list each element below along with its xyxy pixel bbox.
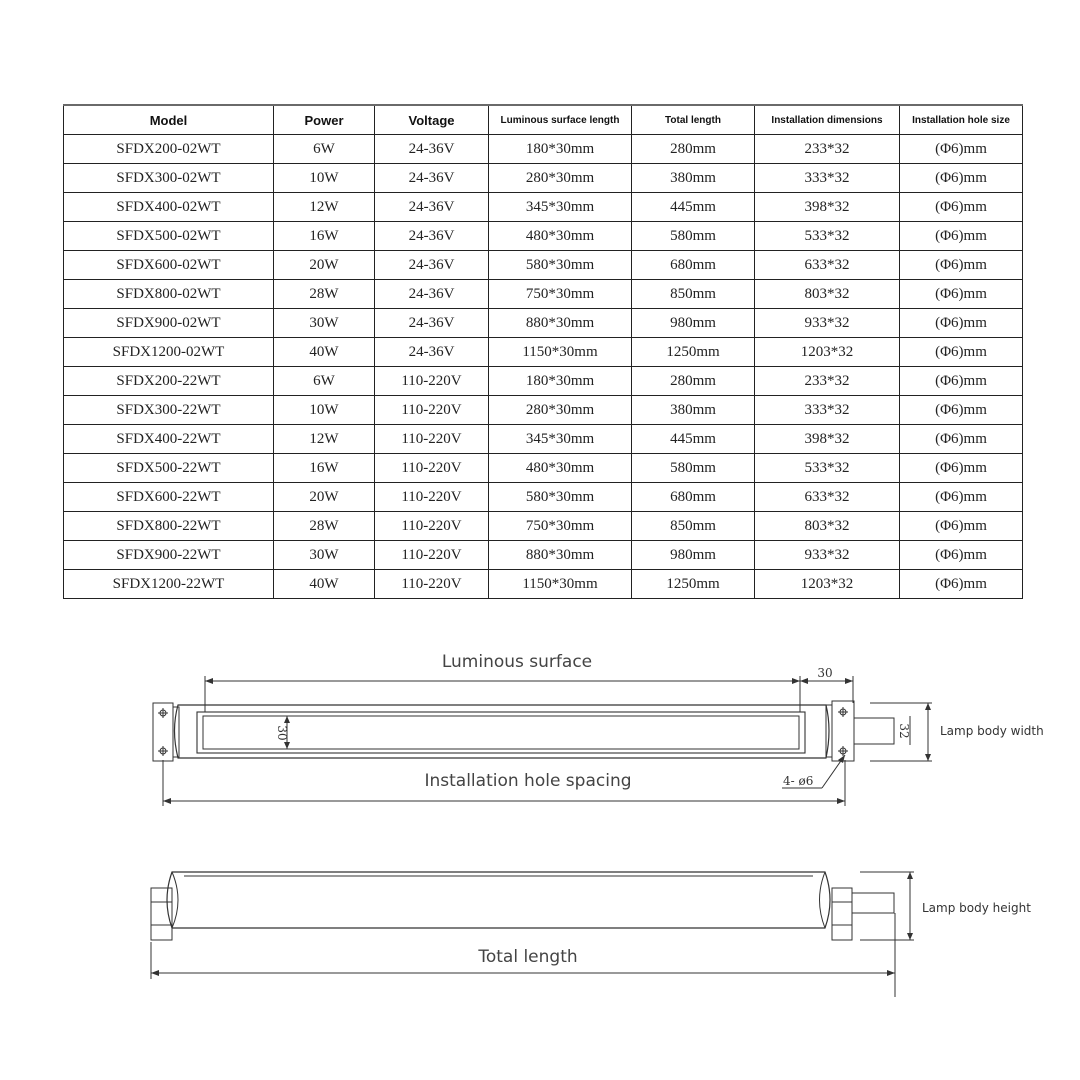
cell-installation-dimensions: 803*32 (755, 512, 900, 541)
arrowheads (151, 678, 931, 976)
cell-luminous-surface-length: 1150*30mm (489, 570, 632, 599)
cell-voltage: 110-220V (375, 454, 489, 483)
header-installation-dimensions: Installation dimensions (755, 105, 900, 135)
cell-installation-hole-size: (Φ6)mm (900, 541, 1023, 570)
cell-luminous-surface-length: 750*30mm (489, 512, 632, 541)
cell-luminous-surface-length: 880*30mm (489, 309, 632, 338)
cell-luminous-surface-length: 345*30mm (489, 425, 632, 454)
cell-installation-dimensions: 333*32 (755, 164, 900, 193)
cell-total-length: 380mm (632, 164, 755, 193)
cell-installation-dimensions: 398*32 (755, 425, 900, 454)
cell-total-length: 1250mm (632, 570, 755, 599)
cell-total-length: 580mm (632, 222, 755, 251)
cell-total-length: 850mm (632, 512, 755, 541)
cell-power: 28W (274, 280, 375, 309)
cell-model: SFDX600-02WT (64, 251, 274, 280)
cell-luminous-surface-length: 580*30mm (489, 251, 632, 280)
cell-model: SFDX300-02WT (64, 164, 274, 193)
hole-callout: 4- ø6 (783, 774, 814, 788)
cell-installation-hole-size: (Φ6)mm (900, 251, 1023, 280)
cell-voltage: 24-36V (375, 222, 489, 251)
cell-installation-dimensions: 233*32 (755, 135, 900, 164)
cell-power: 16W (274, 454, 375, 483)
cell-voltage: 24-36V (375, 309, 489, 338)
cell-power: 30W (274, 541, 375, 570)
cell-voltage: 24-36V (375, 338, 489, 367)
cell-installation-hole-size: (Φ6)mm (900, 570, 1023, 599)
lamp-body-height-label: Lamp body height (922, 901, 1031, 915)
luminous-surface-label: Luminous surface (441, 652, 593, 672)
cell-installation-dimensions: 633*32 (755, 483, 900, 512)
header-total-length: Total length (632, 105, 755, 135)
cell-model: SFDX1200-22WT (64, 570, 274, 599)
cell-power: 12W (274, 193, 375, 222)
lamp-body-width-label: Lamp body width (940, 724, 1044, 738)
cell-total-length: 1250mm (632, 338, 755, 367)
cell-total-length: 680mm (632, 483, 755, 512)
cell-installation-dimensions: 633*32 (755, 251, 900, 280)
cell-power: 30W (274, 309, 375, 338)
cell-luminous-surface-length: 180*30mm (489, 135, 632, 164)
cell-installation-hole-size: (Φ6)mm (900, 367, 1023, 396)
dim-30-side: 30 (275, 725, 289, 741)
dim-30-top: 30 (817, 666, 833, 680)
dim-32: 32 (897, 723, 911, 739)
cell-power: 28W (274, 512, 375, 541)
cell-installation-dimensions: 933*32 (755, 541, 900, 570)
cell-total-length: 280mm (632, 367, 755, 396)
cell-power: 20W (274, 483, 375, 512)
cell-installation-hole-size: (Φ6)mm (900, 135, 1023, 164)
cell-installation-dimensions: 533*32 (755, 222, 900, 251)
cell-power: 10W (274, 396, 375, 425)
cell-installation-dimensions: 1203*32 (755, 570, 900, 599)
cell-voltage: 110-220V (375, 512, 489, 541)
cell-total-length: 680mm (632, 251, 755, 280)
cell-model: SFDX200-02WT (64, 135, 274, 164)
top-view-lamp-body (175, 705, 830, 758)
cell-model: SFDX800-22WT (64, 512, 274, 541)
cell-installation-dimensions: 803*32 (755, 280, 900, 309)
cell-voltage: 24-36V (375, 135, 489, 164)
cell-model: SFDX400-02WT (64, 193, 274, 222)
cell-power: 40W (274, 570, 375, 599)
cell-power: 10W (274, 164, 375, 193)
header-power: Power (274, 105, 375, 135)
cell-luminous-surface-length: 280*30mm (489, 396, 632, 425)
cell-power: 6W (274, 367, 375, 396)
header-installation-hole-size: Installation hole size (900, 105, 1023, 135)
cell-voltage: 110-220V (375, 483, 489, 512)
installation-hole-spacing-label: Installation hole spacing (424, 771, 632, 791)
cell-model: SFDX500-02WT (64, 222, 274, 251)
cell-luminous-surface-length: 280*30mm (489, 164, 632, 193)
cell-power: 40W (274, 338, 375, 367)
cell-installation-hole-size: (Φ6)mm (900, 338, 1023, 367)
cell-luminous-surface-length: 345*30mm (489, 193, 632, 222)
cell-installation-dimensions: 533*32 (755, 454, 900, 483)
cell-model: SFDX900-22WT (64, 541, 274, 570)
cell-model: SFDX900-02WT (64, 309, 274, 338)
cell-luminous-surface-length: 1150*30mm (489, 338, 632, 367)
right-end-cap (832, 888, 894, 940)
cell-luminous-surface-length: 580*30mm (489, 483, 632, 512)
cell-total-length: 280mm (632, 135, 755, 164)
cell-total-length: 850mm (632, 280, 755, 309)
cell-voltage: 24-36V (375, 193, 489, 222)
cell-total-length: 445mm (632, 425, 755, 454)
cell-voltage: 24-36V (375, 251, 489, 280)
cell-installation-dimensions: 1203*32 (755, 338, 900, 367)
right-mounting-bracket (826, 701, 894, 761)
cell-power: 12W (274, 425, 375, 454)
cell-model: SFDX800-02WT (64, 280, 274, 309)
header-voltage: Voltage (375, 105, 489, 135)
cell-luminous-surface-length: 480*30mm (489, 222, 632, 251)
cell-luminous-surface-length: 180*30mm (489, 367, 632, 396)
cell-installation-hole-size: (Φ6)mm (900, 309, 1023, 338)
cell-total-length: 980mm (632, 541, 755, 570)
cell-total-length: 580mm (632, 454, 755, 483)
header-model: Model (64, 105, 274, 135)
cell-total-length: 980mm (632, 309, 755, 338)
cell-total-length: 445mm (632, 193, 755, 222)
cell-luminous-surface-length: 880*30mm (489, 541, 632, 570)
cell-installation-dimensions: 333*32 (755, 396, 900, 425)
cell-model: SFDX300-22WT (64, 396, 274, 425)
cell-installation-hole-size: (Φ6)mm (900, 193, 1023, 222)
cell-installation-hole-size: (Φ6)mm (900, 396, 1023, 425)
cell-installation-hole-size: (Φ6)mm (900, 454, 1023, 483)
cell-voltage: 110-220V (375, 367, 489, 396)
side-view-dimension-lines (151, 872, 914, 997)
cell-voltage: 110-220V (375, 425, 489, 454)
header-luminous-surface-length: Luminous surface length (489, 105, 632, 135)
cell-power: 20W (274, 251, 375, 280)
total-length-label: Total length (478, 947, 578, 967)
cell-luminous-surface-length: 480*30mm (489, 454, 632, 483)
cell-voltage: 110-220V (375, 570, 489, 599)
cell-voltage: 24-36V (375, 164, 489, 193)
cell-model: SFDX400-22WT (64, 425, 274, 454)
cell-voltage: 110-220V (375, 541, 489, 570)
cell-installation-hole-size: (Φ6)mm (900, 512, 1023, 541)
cell-installation-hole-size: (Φ6)mm (900, 280, 1023, 309)
cell-model: SFDX500-22WT (64, 454, 274, 483)
cell-total-length: 380mm (632, 396, 755, 425)
cell-voltage: 24-36V (375, 280, 489, 309)
cell-installation-hole-size: (Φ6)mm (900, 425, 1023, 454)
cell-voltage: 110-220V (375, 396, 489, 425)
cell-luminous-surface-length: 750*30mm (489, 280, 632, 309)
cell-installation-hole-size: (Φ6)mm (900, 483, 1023, 512)
side-view-lamp-body (167, 872, 830, 928)
cell-model: SFDX600-22WT (64, 483, 274, 512)
cell-power: 16W (274, 222, 375, 251)
cell-installation-dimensions: 233*32 (755, 367, 900, 396)
cell-installation-hole-size: (Φ6)mm (900, 164, 1023, 193)
cell-installation-dimensions: 398*32 (755, 193, 900, 222)
cell-installation-dimensions: 933*32 (755, 309, 900, 338)
cell-model: SFDX1200-02WT (64, 338, 274, 367)
cell-installation-hole-size: (Φ6)mm (900, 222, 1023, 251)
cell-model: SFDX200-22WT (64, 367, 274, 396)
cell-power: 6W (274, 135, 375, 164)
